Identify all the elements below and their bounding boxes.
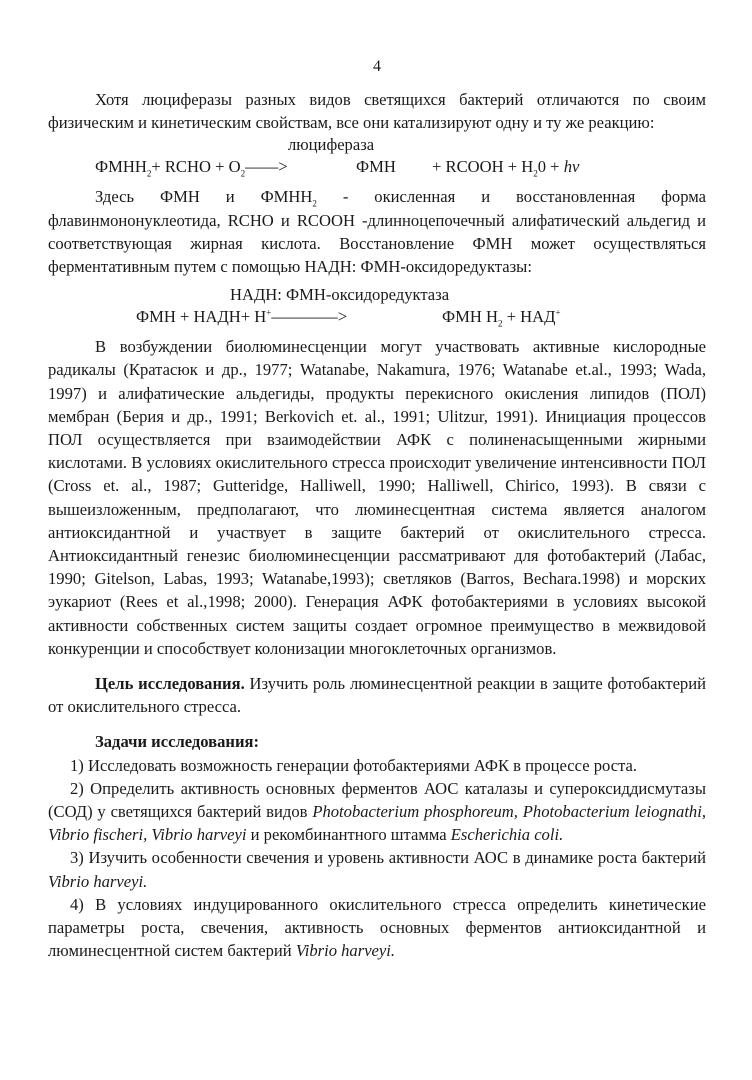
reaction2-enzyme-row — [48, 284, 706, 305]
goal-paragraph: Цель исследования. Изучить роль люминесцентной реакции в защите фотобактерий от окислительного стресса. — [48, 674, 706, 717]
explain-paragraph: Здесь ФМН и $ФМНН_2$ - окисленная и восстановленная форма флавинмононуклеотида, RCHO и RCOOH -длинноцепочечный алифатический альдегид и соответствующая жирная кислота. Восстановление ФМН может осуществляться ферментативным путем с помощью НАДН: ФМН-оксидоредуктазы: — [48, 187, 706, 277]
page-number: 4 — [373, 58, 381, 75]
reaction1-products: + RCOOH + $H_20$ + hv — [432, 157, 580, 179]
reaction2-products: ФМН $Н_2 + НАД^+$ — [442, 307, 561, 329]
light-quantum: hv — [563, 157, 580, 177]
reaction1-equation — [48, 155, 706, 179]
ros-paragraph: В возбуждении биолюминесценции могут участвовать активные кислородные радикалы (Кратасюк и др., 1977; Watanabe, Nakamura, 1976; Watanabe et.al., 1993; Wada, 1997) и алифатические альдегиды, продукты перекисного окисления липидов (ПОЛ) мембран (Берия и др., 1991; Berkovich et. al., 1991; Ulitzur, 1991). Инициация процессов ПОЛ осуществляется при взаимодействии АФК с полиненасыщенными жирными кислотами. В условиях окислительного стресса происходит увеличение интенсивности ПОЛ (Cross et. al., 1987; Gutteridge, Halliwell, 1990; Halliwell, Chirico, 1993). В связи с вышеизложенным, предполагают, что люминесцентная система является аналогом антиоксидантной и участвует в защите бактерий от окислительного стресса. Антиоксидантный генезис биолюминесценции рассматривают для фотобактерий (Лабас, 1990; Gitelson, Labas, 1993; Watanabe,1993); светляков (Barros, Bechara.1998) и морских эукариот (Rees et al.,1998; 2000). Генерация АФК фотобактериями в условиях высокой активности собственных систем защиты создает огромное преимущество в межвидовой конкуренции и способствует колонизации многоклеточных организмов. — [48, 337, 706, 658]
reaction1-enzyme: люцифераза — [288, 135, 375, 155]
task-2: 2) Определить активность основных ферментов АОС каталазы и супероксиддисмутазы (СОД) у светящихся бактерий видов Photobacterium phosphoreum, Photobacterium leiognathi, Vibrio fischeri, Vibrio harveyi и рекомбинантного штамма Escherichia coli. — [48, 778, 706, 845]
task-3: 3) Изучить особенности свечения и уровень активности АОС в динамике роста бактерий Vibrio harveyi. — [48, 848, 706, 891]
document-page — [48, 58, 706, 963]
reaction-arrow: ————> — [271, 307, 348, 327]
reaction2-equation — [48, 305, 706, 329]
reaction-arrow: ——> — [245, 157, 288, 177]
goal-label: Цель исследования. — [95, 674, 245, 694]
reaction2-lhs: ФМН + НАДН+ Н+————> — [136, 307, 348, 327]
task-1: 1) Исследовать возможность генерации фотобактериями АФК в процессе роста. — [70, 755, 638, 775]
task-4: 4) В условиях индуцированного окислительного стресса определить кинетические параметры роста, свечения, активность основных ферментов антиоксидантной и люминесцентной систем бактерий Vibrio harveyi. — [48, 894, 706, 961]
intro-paragraph: Хотя люциферазы разных видов светящихся бактерий отличаются по своим физическим и кинетическим свойствам, все они катализируют одну и ту же реакцию: — [48, 90, 706, 133]
reaction2-enzyme: НАДН: ФМН-оксидоредуктаза — [230, 285, 450, 305]
reaction1-lhs: $ФМНН_2+$ RCHO + $O_2——>$ — [95, 157, 288, 179]
tasks-heading: Задачи исследования: — [95, 732, 260, 752]
reaction1-enzyme-row — [48, 134, 706, 155]
reaction1-product-fmn: ФМН — [356, 157, 396, 177]
